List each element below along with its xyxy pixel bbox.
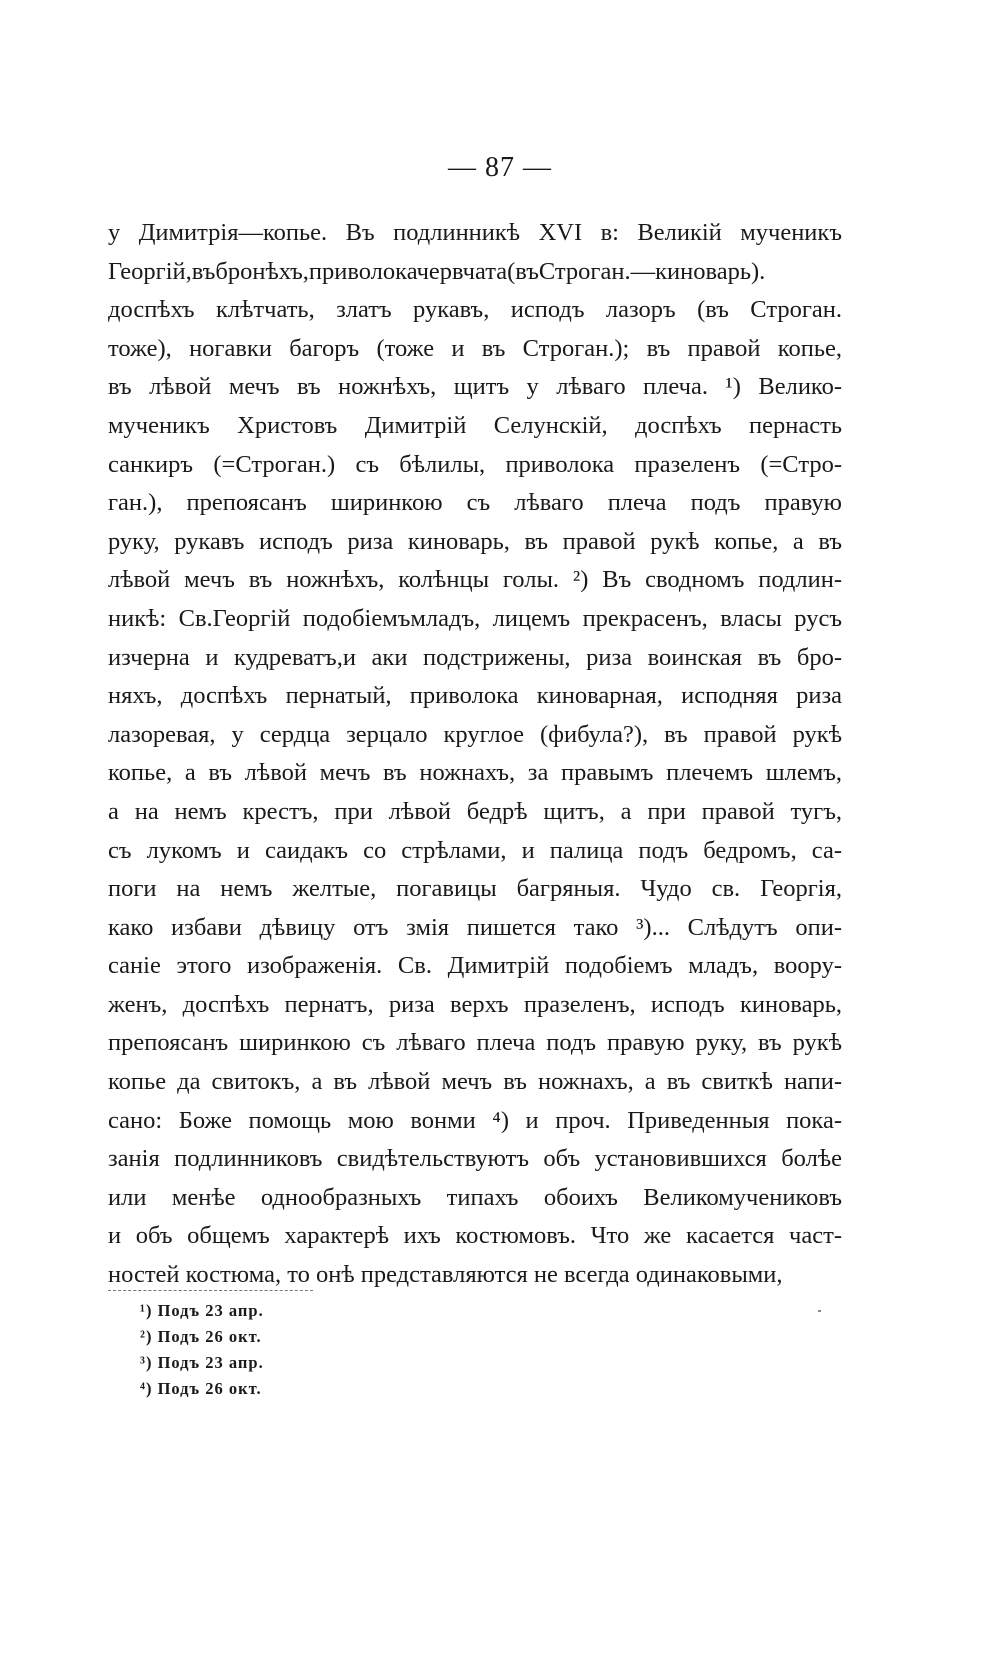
text-line: а на немъ крестъ, при лѣвой бедрѣ щитъ, а при правой тугъ, xyxy=(108,797,842,825)
text-line: мученикъ Христовъ Димитрій Селунскій, доспѣхъ пернасть xyxy=(108,411,842,439)
text-line: ган.), препоясанъ ширинкою съ лѣваго плеча подъ правую xyxy=(108,489,842,517)
text-line: саніе этого изображенія. Св. Димитрій подобіемъ младъ, воору- xyxy=(108,952,842,980)
text-line: сано: Боже помощь мою вонми ⁴) и проч. Приведенныя пока- xyxy=(108,1106,842,1134)
text-line: поги на немъ желтые, погавицы багряныя. Чудо св. Георгія, xyxy=(108,875,842,903)
scan-speck xyxy=(818,1310,821,1312)
text-line: како избави дѣвицу отъ змія пишется тако ³)... Слѣдутъ опи- xyxy=(108,913,842,941)
text-line: съ лукомъ и саидакъ со стрѣлами, и палица подъ бедромъ, са- xyxy=(108,836,842,864)
text-line: и объ общемъ характерѣ ихъ костюмовъ. Что же касается част- xyxy=(108,1222,842,1250)
text-line: лазоревая, у сердца зерцало круглое (фибула?), въ правой рукѣ xyxy=(108,720,842,748)
footnote: ¹) Подъ 23 апр. xyxy=(140,1301,264,1320)
text-line: лѣвой мечъ въ ножнѣхъ, колѣнцы голы. ²) Въ сводномъ подлин- xyxy=(108,566,842,594)
text-line: копье, а въ лѣвой мечъ въ ножнахъ, за правымъ плечемъ шлемъ, xyxy=(108,759,842,787)
footnote: ⁴) Подъ 26 окт. xyxy=(140,1379,262,1398)
text-line: у Димитрія—копье. Въ подлинникѣ XVI в: Великій мученикъ xyxy=(108,219,842,246)
text-line: доспѣхъ клѣтчать, златъ рукавъ, исподъ лазоръ (въ Строган. xyxy=(108,296,842,324)
text-line: руку, рукавъ исподъ риза киноварь, въ правой рукѣ копье, а въ xyxy=(108,527,842,555)
text-line: изчерна и кудреватъ,и аки подстрижены, риза воинская въ бро- xyxy=(108,643,842,671)
body-text xyxy=(108,214,842,1295)
text-line: копье да свитокъ, а въ лѣвой мечъ въ ножнахъ, а въ свиткѣ напи- xyxy=(108,1068,842,1096)
text-line: Георгій,въбронѣхъ,приволокачервчата(въСтроган.—киноварь). xyxy=(108,257,766,285)
text-line: или менѣе однообразныхъ типахъ обоихъ Великомучениковъ xyxy=(108,1183,842,1211)
text-line: няхъ, доспѣхъ пернатый, приволока киноварная, исподняя риза xyxy=(108,682,842,710)
text-line: занія подлинниковъ свидѣтельствуютъ объ установившихся болѣе xyxy=(108,1145,842,1173)
text-line: ностей костюма, то онѣ представляются не всегда одинаковыми, xyxy=(108,1261,783,1289)
footnote: ²) Подъ 26 окт. xyxy=(140,1327,262,1346)
text-line: женъ, доспѣхъ пернатъ, риза верхъ празеленъ, исподъ киноварь, xyxy=(108,990,842,1018)
text-line: въ лѣвой мечъ въ ножнѣхъ, щитъ у лѣваго плеча. ¹) Велико- xyxy=(108,373,842,401)
page-number: — 87 — xyxy=(448,152,552,183)
text-line: никѣ: Св.Георгій подобіемъмладъ, лицемъ прекрасенъ, власы русъ xyxy=(108,604,842,632)
text-line: санкиръ (=Строган.) съ бѣлилы, приволока празеленъ (=Стро- xyxy=(108,450,842,478)
footnotes xyxy=(140,1298,540,1402)
text-line: препоясанъ ширинкою съ лѣваго плеча подъ правую руку, въ рукѣ xyxy=(108,1029,842,1057)
text-line: тоже), ногавки багоръ (тоже и въ Строган.); въ правой копье, xyxy=(108,334,842,362)
footnote-divider xyxy=(108,1290,313,1291)
footnote: ³) Подъ 23 апр. xyxy=(140,1353,264,1372)
